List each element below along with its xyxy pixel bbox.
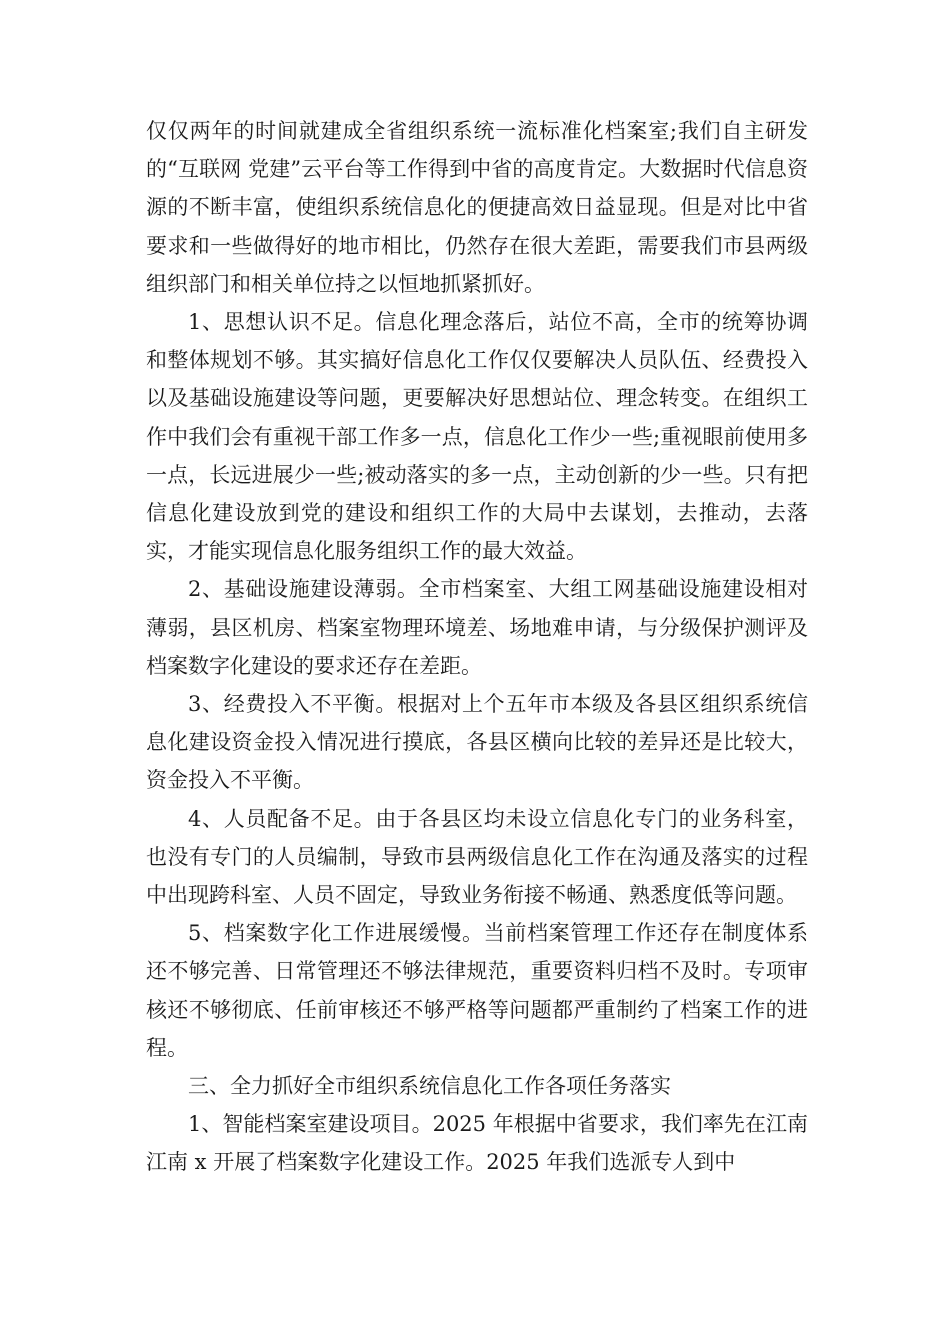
paragraph-item-4-staffing: 4、人员配备不足。由于各县区均未设立信息化专门的业务科室，也没有专门的人员编制，导致市县两级信息化工作在沟通及落实的过程中出现跨科室、人员不固定，导致业务衔接不畅通、熟悉度低等问题。 — [146, 806, 808, 908]
paragraph-item-2-infrastructure: 2、基础设施建设薄弱。全市档案室、大组工网基础设施建设相对薄弱，县区机房、档案室物理环境差、场地难申请，与分级保护测评及档案数字化建设的要求还存在差距。 — [146, 577, 808, 678]
paragraph-intro-continued: 仅仅两年的时间就建成全省组织系统一流标准化档案室;我们自主研发的“互联网 党建”云平台等工作得到中省的高度肯定。大数据时代信息资源的不断丰富，使组织系统信息化的便捷高效日益显现。但是对比中省要求和一些做得好的地市相比，仍然存在很大差距，需要我们市县两级组织部门和相关单位持之以恒地抓紧抓好。 — [146, 119, 808, 296]
paragraph-task-1-smart-archive: 1、智能档案室建设项目。2025 年根据中省要求，我们率先在江南江南 x 开展了档案数字化建设工作。2025 年我们选派专人到中 — [146, 1112, 808, 1175]
paragraph-item-5-archives: 5、档案数字化工作进展缓慢。当前档案管理工作还存在制度体系还不够完善、日常管理还不够法律规范，重要资料归档不及时。专项审核还不够彻底、任前审核还不够严格等问题都严重制约了档案工作的进程。 — [146, 921, 808, 1060]
paragraph-item-3-funding: 3、经费投入不平衡。根据对上个五年市本级及各县区组织系统信息化建设资金投入情况进行摸底，各县区横向比较的差异还是比较大，资金投入不平衡。 — [146, 692, 808, 793]
paragraph-item-1-ideology: 1、思想认识不足。信息化理念落后，站位不高，全市的统筹协调和整体规划不够。其实搞好信息化工作仅仅要解决人员队伍、经费投入以及基础设施建设等问题，更要解决好思想站位、理念转变。在组织工作中我们会有重视干部工作多一点，信息化工作少一些;重视眼前使用多一点，长远进展少一些;被动落实的多一点，主动创新的少一些。只有把信息化建设放到党的建设和组织工作的大局中去谋划，去推动，去落实，才能实现信息化服务组织工作的最大效益。 — [146, 310, 808, 564]
section-heading-three: 三、全力抓好全市组织系统信息化工作各项任务落实 — [188, 1074, 671, 1099]
document-body — [146, 112, 808, 1182]
